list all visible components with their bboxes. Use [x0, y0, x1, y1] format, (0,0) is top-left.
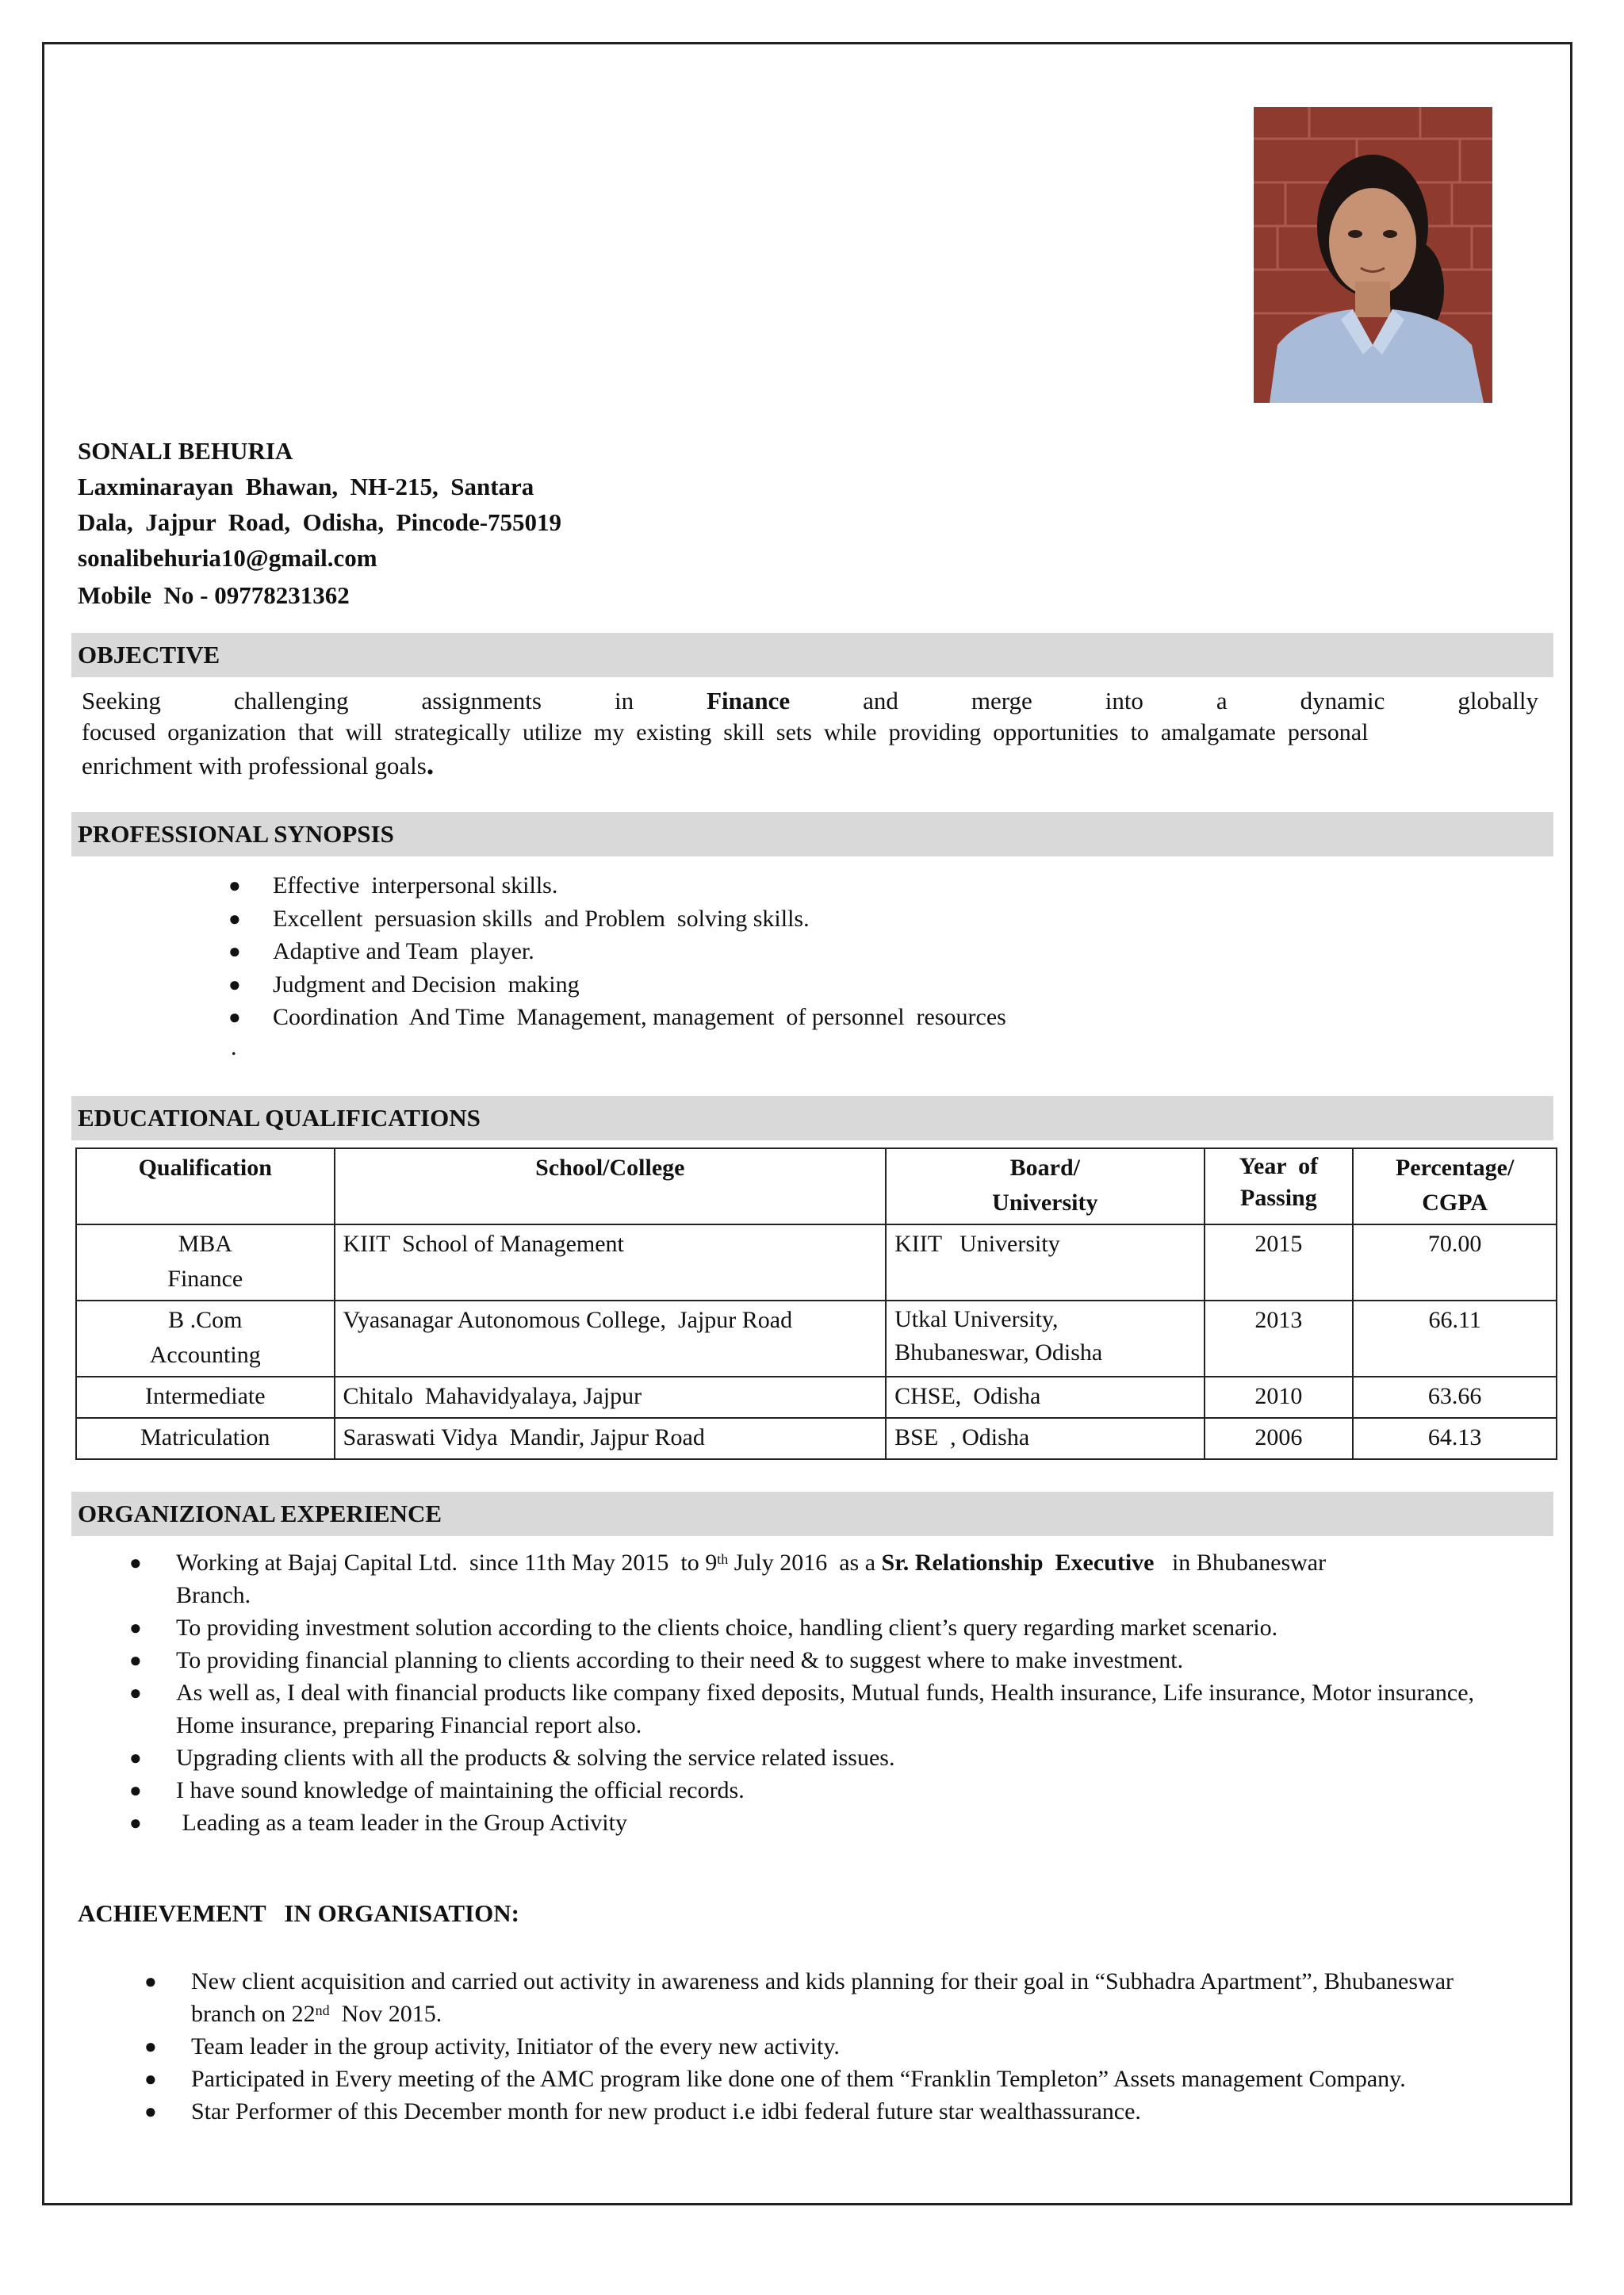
objective-line-1 [82, 685, 1538, 717]
bullet-dot-icon: ● [129, 1649, 142, 1672]
bullet-dot-icon: ● [129, 1746, 142, 1769]
cell-school: Vyasanagar Autonomous College, Jajpur Road [335, 1301, 887, 1377]
header-board-line-1: Board/ [1009, 1155, 1080, 1181]
table-row [76, 1418, 1557, 1459]
synopsis-item-text: Judgment and Decision making [273, 971, 580, 998]
list-item [144, 2030, 1508, 2063]
address-line-1: Laxminarayan Bhawan, NH-215, Santara [78, 473, 534, 500]
bullet-dot-icon: ● [228, 874, 241, 897]
objective-word: in [614, 687, 634, 715]
achievement-list [144, 1965, 1508, 2128]
experience-item-text: To providing investment solution according to the clients choice, handling client’s query regarding market scenario. [176, 1615, 1278, 1641]
experience-heading: ORGANIZIONAL EXPERIENCE [71, 1492, 1553, 1536]
achievement-heading: ACHIEVEMENT IN ORGANISATION: [78, 1899, 519, 1927]
list-item [228, 869, 1006, 902]
bullet-dot-icon: ● [129, 1811, 142, 1834]
header-year-line-1: Year of [1239, 1153, 1319, 1179]
cell-year: 2006 [1205, 1418, 1354, 1459]
education-table [75, 1148, 1557, 1460]
list-item [129, 1741, 1493, 1774]
qualification-line-1: MBA [178, 1231, 232, 1257]
cell-percentage: 70.00 [1353, 1224, 1557, 1301]
header-percentage-line-1: Percentage/ [1395, 1155, 1515, 1181]
experience-item-text: Leading as a team leader in the Group Activity [176, 1810, 627, 1836]
profile-photo-image [1254, 107, 1492, 403]
qualification-line-2: Accounting [149, 1342, 261, 1368]
cell-percentage: 64.13 [1353, 1418, 1557, 1459]
qualification-line-2: Finance [167, 1266, 243, 1292]
achievement-item-1-part-a: New client acquisition and carried out activity in awareness and kids planning for their goal in “Subhadra Apartment”, Bhubaneswar branch on 22 [191, 1968, 1454, 2027]
address-line-2: Dala, Jajpur Road, Odisha, Pincode-755019 [78, 508, 562, 536]
experience-item-text: Upgrading clients with all the products & solving the service related issues. [176, 1745, 895, 1771]
mobile-number: Mobile No - 09778231362 [78, 581, 350, 609]
objective-line-3-period: . [426, 748, 435, 781]
list-item [228, 968, 1006, 1002]
cell-school: Saraswati Vidya Mandir, Jajpur Road [335, 1418, 887, 1459]
board-line-2: Bhubaneswar, Odisha [894, 1339, 1103, 1366]
bullet-dot-icon: ● [129, 1616, 142, 1639]
objective-word: dynamic [1300, 687, 1385, 715]
profile-photo [1254, 107, 1492, 403]
achievement-item-text [191, 1968, 1454, 2027]
experience-item-1-sup: th [717, 1551, 729, 1567]
experience-item-text [176, 1550, 1326, 1608]
objective-line-3-text: enrichment with professional goals [82, 752, 427, 780]
experience-item-text: To providing financial planning to clients according to their need & to suggest where to make investment. [176, 1647, 1184, 1673]
list-item [228, 1001, 1006, 1034]
list-item [144, 1965, 1508, 2030]
cell-board: BSE , Odisha [886, 1418, 1204, 1459]
bullet-dot-icon: ● [129, 1551, 142, 1574]
list-item [228, 935, 1006, 968]
header-school: School/College [335, 1148, 887, 1224]
bullet-dot-icon: ● [228, 1006, 241, 1029]
objective-heading: OBJECTIVE [71, 633, 1553, 677]
bullet-dot-icon: ● [129, 1681, 142, 1704]
table-row [76, 1224, 1557, 1301]
table-row [76, 1377, 1557, 1418]
cell-qualification [76, 1224, 335, 1301]
experience-item-text: As well as, I deal with financial products like company fixed deposits, Mutual funds, Health insurance, Life insurance, Motor insurance, Home insurance, preparing Financial report also. [176, 1680, 1475, 1738]
cell-year: 2013 [1205, 1301, 1354, 1377]
candidate-name: SONALI BEHURIA [78, 437, 293, 465]
email[interactable]: sonalibehuria10@gmail.com [78, 544, 377, 572]
synopsis-item-text: Adaptive and Team player. [273, 938, 534, 964]
achievement-item-1-part-b: Nov 2015. [329, 2001, 442, 2027]
objective-word: merge [971, 687, 1032, 715]
list-item [129, 1806, 1493, 1839]
qualification-line-1: B .Com [168, 1307, 243, 1333]
achievement-item-1-sup: nd [315, 2002, 330, 2018]
experience-item-1-part-b: July 2016 as a [728, 1550, 882, 1576]
synopsis-item-text: Effective interpersonal skills. [273, 872, 558, 898]
experience-item-1-part-d: Branch. [176, 1582, 251, 1608]
achievement-item-text: Participated in Every meeting of the AMC program like done one of them “Franklin Templeton” Assets management Company. [191, 2066, 1406, 2092]
bullet-dot-icon: ● [228, 940, 241, 963]
education-heading: EDUCATIONAL QUALIFICATIONS [71, 1096, 1553, 1140]
cell-school: KIIT School of Management [335, 1224, 887, 1301]
header-qualification: Qualification [76, 1148, 335, 1224]
cell-qualification [76, 1301, 335, 1377]
cell-board [886, 1301, 1204, 1377]
cell-year: 2015 [1205, 1224, 1354, 1301]
experience-item-1-part-c: in Bhubaneswar [1154, 1550, 1327, 1576]
header-percentage-line-2: CGPA [1422, 1190, 1488, 1216]
bullet-dot-icon: ● [144, 2100, 157, 2123]
bullet-dot-icon: ● [228, 972, 241, 996]
list-item [228, 902, 1006, 936]
cell-percentage: 66.11 [1353, 1301, 1557, 1377]
objective-line-2: focused organization that will strategically utilize my existing skill sets while providing opportunities to amalgamate personal [82, 719, 1369, 745]
list-item [129, 1676, 1493, 1741]
header-percentage [1353, 1148, 1557, 1224]
cell-qualification: Intermediate [76, 1377, 335, 1418]
experience-item-1-role: Sr. Relationship Executive [881, 1550, 1155, 1576]
header-board-line-2: University [992, 1190, 1098, 1216]
synopsis-trailing-dot: . [231, 1034, 237, 1060]
achievement-item-text: Star Performer of this December month for new product i.e idbi federal future star wealthassurance. [191, 2098, 1141, 2125]
cell-qualification: Matriculation [76, 1418, 335, 1459]
bullet-dot-icon: ● [144, 2067, 157, 2090]
experience-item-text: I have sound knowledge of maintaining the official records. [176, 1777, 745, 1803]
objective-word: and [863, 687, 898, 715]
bullet-dot-icon: ● [129, 1779, 142, 1802]
cell-board: KIIT University [886, 1224, 1204, 1301]
synopsis-list [228, 869, 1006, 1034]
objective-word: into [1105, 687, 1143, 715]
list-item [144, 2095, 1508, 2128]
bullet-dot-icon: ● [144, 1970, 157, 1993]
contact-block [78, 433, 561, 613]
cell-board: CHSE, Odisha [886, 1377, 1204, 1418]
cell-year: 2010 [1205, 1377, 1354, 1418]
experience-item-1-part-a: Working at Bajaj Capital Ltd. since 11th May 2015 to 9 [176, 1550, 718, 1576]
objective-word: challenging [233, 687, 349, 715]
header-board [886, 1148, 1204, 1224]
table-row [76, 1301, 1557, 1377]
objective-word: globally [1457, 687, 1538, 715]
objective-word: assignments [421, 687, 542, 715]
bullet-dot-icon: ● [144, 2035, 157, 2058]
table-header-row [76, 1148, 1557, 1224]
board-line-1: Utkal University, [894, 1306, 1059, 1332]
objective-line-3 [82, 749, 1538, 782]
list-item [129, 1611, 1493, 1644]
experience-list [129, 1546, 1493, 1839]
cell-percentage: 63.66 [1353, 1377, 1557, 1418]
synopsis-item-text: Excellent persuasion skills and Problem solving skills. [273, 905, 810, 932]
objective-word: a [1216, 687, 1228, 715]
list-item [129, 1546, 1493, 1611]
objective-word: Seeking [82, 687, 161, 715]
synopsis-item-text: Coordination And Time Management, management of personnel resources [273, 1004, 1006, 1030]
header-year [1205, 1148, 1354, 1224]
objective-text [82, 685, 1538, 782]
cell-school: Chitalo Mahavidyalaya, Jajpur [335, 1377, 887, 1418]
list-item [144, 2063, 1508, 2095]
achievement-item-text: Team leader in the group activity, Initiator of the every new activity. [191, 2033, 840, 2059]
objective-word-finance: Finance [707, 687, 791, 715]
synopsis-heading: PROFESSIONAL SYNOPSIS [71, 812, 1553, 856]
list-item [129, 1774, 1493, 1806]
bullet-dot-icon: ● [228, 906, 241, 930]
header-year-line-2: Passing [1240, 1185, 1317, 1211]
list-item [129, 1644, 1493, 1676]
